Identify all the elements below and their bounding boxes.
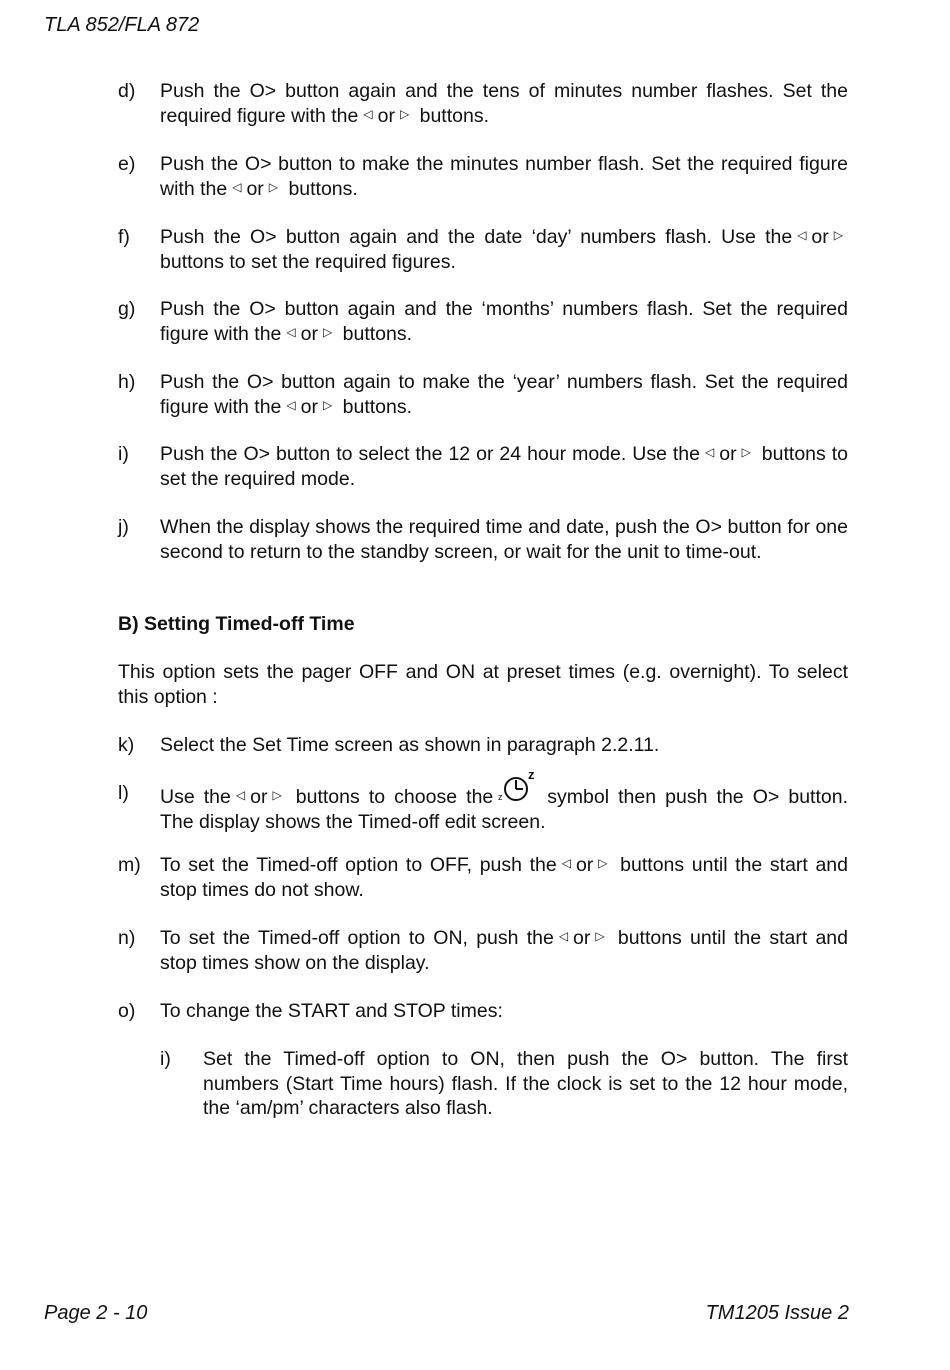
right-triangle-icon: ▷ <box>399 106 410 121</box>
list-item-text: Push the O> button again to make the ‘year’ numbers flash. Set the required figure with the ◁ or ▷ buttons. <box>160 371 848 418</box>
list-item-n <box>118 926 848 975</box>
right-triangle-icon: ▷ <box>268 179 279 194</box>
list-marker: i) <box>118 443 129 465</box>
list-marker: j) <box>118 516 129 538</box>
list-item-f <box>118 225 848 274</box>
list-item-l <box>118 767 849 834</box>
document-id: TM1205 Issue 2 <box>705 1302 849 1324</box>
list-item-j <box>118 515 848 564</box>
section-heading: B) Setting Timed-off Time <box>118 613 355 635</box>
svg-text:z: z <box>498 792 503 802</box>
left-triangle-icon: ◁ <box>558 929 569 943</box>
list-marker: d) <box>118 80 136 102</box>
left-triangle-icon: ◁ <box>561 856 571 870</box>
right-triangle-icon: ▷ <box>322 397 333 412</box>
list-item-text: Use the ◁ or ▷ buttons to choose the z z symbol then push the O> button. The display shows the Timed-off edit screen. <box>160 767 849 833</box>
list-item-text: When the display shows the required time and date, push the O> button for one second to return to the standby screen, or wait for the unit to time-out. <box>160 516 848 563</box>
running-header: TLA 852/FLA 872 <box>44 14 200 36</box>
list-item-text: To set the Timed-off option to OFF, push the ◁ or ▷ buttons until the start and stop times do not show. <box>160 854 848 901</box>
svg-text:z: z <box>528 767 535 782</box>
right-triangle-icon: ▷ <box>322 324 333 339</box>
sub-list-item-i <box>160 1047 848 1121</box>
left-triangle-icon: ◁ <box>286 397 296 412</box>
list-item-text: Select the Set Time screen as shown in paragraph 2.2.11. <box>160 734 660 756</box>
page-number: Page 2 - 10 <box>44 1302 148 1324</box>
list-marker: h) <box>118 371 136 393</box>
left-triangle-icon: ◁ <box>232 179 242 194</box>
list-marker: l) <box>118 782 129 804</box>
list-item-e <box>118 152 848 201</box>
clock-with-z-icon <box>497 767 537 805</box>
list-item-text: Set the Timed-off option to ON, then push the O> button. The first numbers (Start Time hours) flash. If the clock is set to the 12 hour mode, the ‘am/pm’ characters also flash. <box>203 1048 848 1119</box>
list-item-g <box>118 297 848 346</box>
list-item-d <box>118 79 848 128</box>
list-marker: m) <box>118 854 141 876</box>
list-marker: e) <box>118 153 136 175</box>
list-item-text: Push the O> button again and the date ‘day’ numbers flash. Use the ◁ or ▷ buttons to set the required figures. <box>160 226 843 273</box>
right-triangle-icon: ▷ <box>833 228 843 242</box>
list-marker: i) <box>160 1048 171 1070</box>
right-triangle-icon: ▷ <box>741 445 751 459</box>
list-marker: n) <box>118 927 136 949</box>
list-item-text: To set the Timed-off option to ON, push the ◁ or ▷ buttons until the start and stop times show on the display. <box>160 927 849 974</box>
list-item-text: Push the O> button again and the tens of minutes number flashes. Set the required figure with the ◁ or ▷ buttons. <box>160 80 848 127</box>
list-item-m <box>118 853 848 902</box>
list-item-o <box>118 999 848 1024</box>
list-marker: o) <box>118 1000 136 1022</box>
list-item-text: Push the O> button to make the minutes number flash. Set the required figure with the ◁ or ▷ buttons. <box>160 153 848 200</box>
list-marker: g) <box>118 298 136 320</box>
left-triangle-icon: ◁ <box>286 324 296 339</box>
list-item-text: Push the O> button to select the 12 or 24 hour mode. Use the ◁ or ▷ buttons to set the required mode. <box>160 443 848 490</box>
list-marker: f) <box>118 226 130 248</box>
right-triangle-icon: ▷ <box>272 788 282 802</box>
left-triangle-icon: ◁ <box>705 445 715 459</box>
list-item-k <box>118 733 848 758</box>
list-item-h <box>118 370 848 419</box>
list-marker: k) <box>118 734 135 756</box>
left-triangle-icon: ◁ <box>797 228 807 242</box>
list-item-i <box>118 442 848 491</box>
left-triangle-icon: ◁ <box>235 788 246 802</box>
right-triangle-icon: ▷ <box>595 929 605 943</box>
intro-paragraph: This option sets the pager OFF and ON at preset times (e.g. overnight). To select this option : <box>118 661 848 708</box>
left-triangle-icon: ◁ <box>363 106 373 121</box>
list-item-text: Push the O> button again and the ‘months’ numbers flash. Set the required figure with the ◁ or ▷ buttons. <box>160 298 848 345</box>
right-triangle-icon: ▷ <box>598 856 608 870</box>
list-item-text: To change the START and STOP times: <box>160 1000 503 1022</box>
